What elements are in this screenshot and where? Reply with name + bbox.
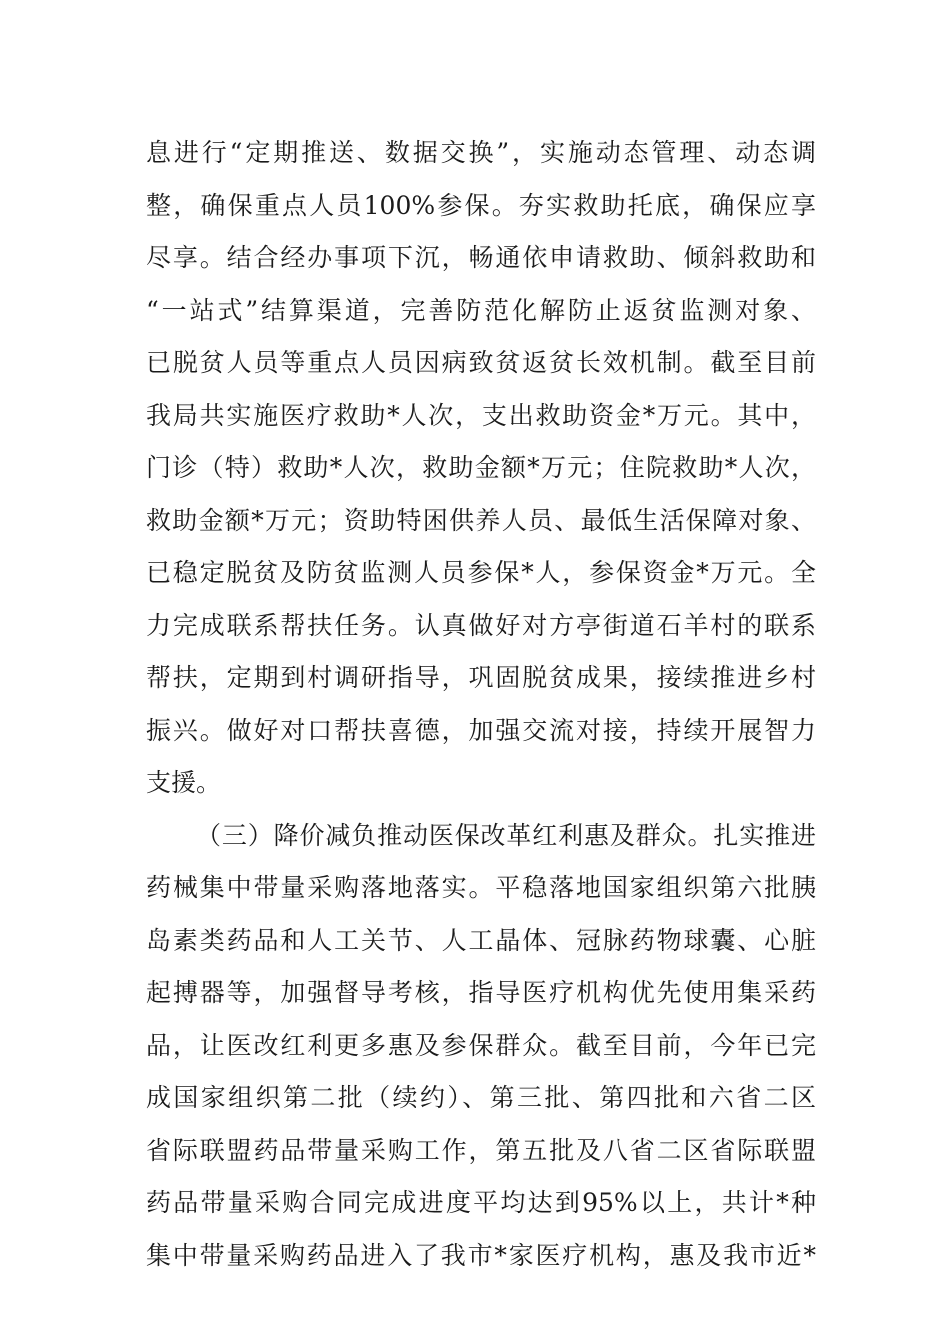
text-line: 救助金额*万元；资助特困供养人员、最低生活保障对象、 <box>146 505 816 535</box>
text-line: 起搏器等，加强督导考核，指导医疗机构优先使用集采药 <box>146 978 816 1007</box>
text-line: 药械集中带量采购落地落实。平稳落地国家组织第六批胰 <box>146 873 816 902</box>
text-line: 药品带量采购合同完成进度平均达到95%以上，共计*种 <box>146 1188 816 1217</box>
text-line: 省际联盟药品带量采购工作，第五批及八省二区省际联盟 <box>146 1135 816 1165</box>
text-line: 品，让医改红利更多惠及参保群众。截至目前，今年已完 <box>146 1030 816 1060</box>
text-line: 尽享。结合经办事项下沉，畅通依申请救助、倾斜救助和 <box>146 243 816 272</box>
text-line: 已脱贫人员等重点人员因病致贫返贫长效机制。截至目前 <box>146 348 816 377</box>
paragraph-end-line: 支援。 <box>146 768 222 797</box>
text-line: 集中带量采购药品进入了我市*家医疗机构，惠及我市近* <box>146 1240 816 1270</box>
section-heading-line: （三）降价减负推动医保改革红利惠及群众。扎实推进 <box>196 820 816 850</box>
text-line: “一站式”结算渠道，完善防范化解防止返贫监测对象、 <box>146 295 816 325</box>
text-line: 已稳定脱贫及防贫监测人员参保*人，参保资金*万元。全 <box>146 558 816 587</box>
text-line: 息进行“定期推送、数据交换”，实施动态管理、动态调 <box>146 138 816 167</box>
text-line: 门诊（特）救助*人次，救助金额*万元；住院救助*人次， <box>146 453 816 482</box>
text-line: 帮扶，定期到村调研指导，巩固脱贫成果，接续推进乡村 <box>146 663 816 692</box>
text-line: 力完成联系帮扶任务。认真做好对方亭街道石羊村的联系 <box>146 610 816 640</box>
text-line: 岛素类药品和人工关节、人工晶体、冠脉药物球囊、心脏 <box>146 925 816 955</box>
text-line: 振兴。做好对口帮扶喜德，加强交流对接，持续开展智力 <box>146 715 816 745</box>
text-line: 成国家组织第二批（续约）、第三批、第四批和六省二区 <box>146 1083 816 1112</box>
text-line: 我局共实施医疗救助*人次，支出救助资金*万元。其中， <box>146 400 816 430</box>
document-body <box>146 131 816 1286</box>
text-line: 整，确保重点人员100%参保。夯实救助托底，确保应享 <box>146 190 816 220</box>
